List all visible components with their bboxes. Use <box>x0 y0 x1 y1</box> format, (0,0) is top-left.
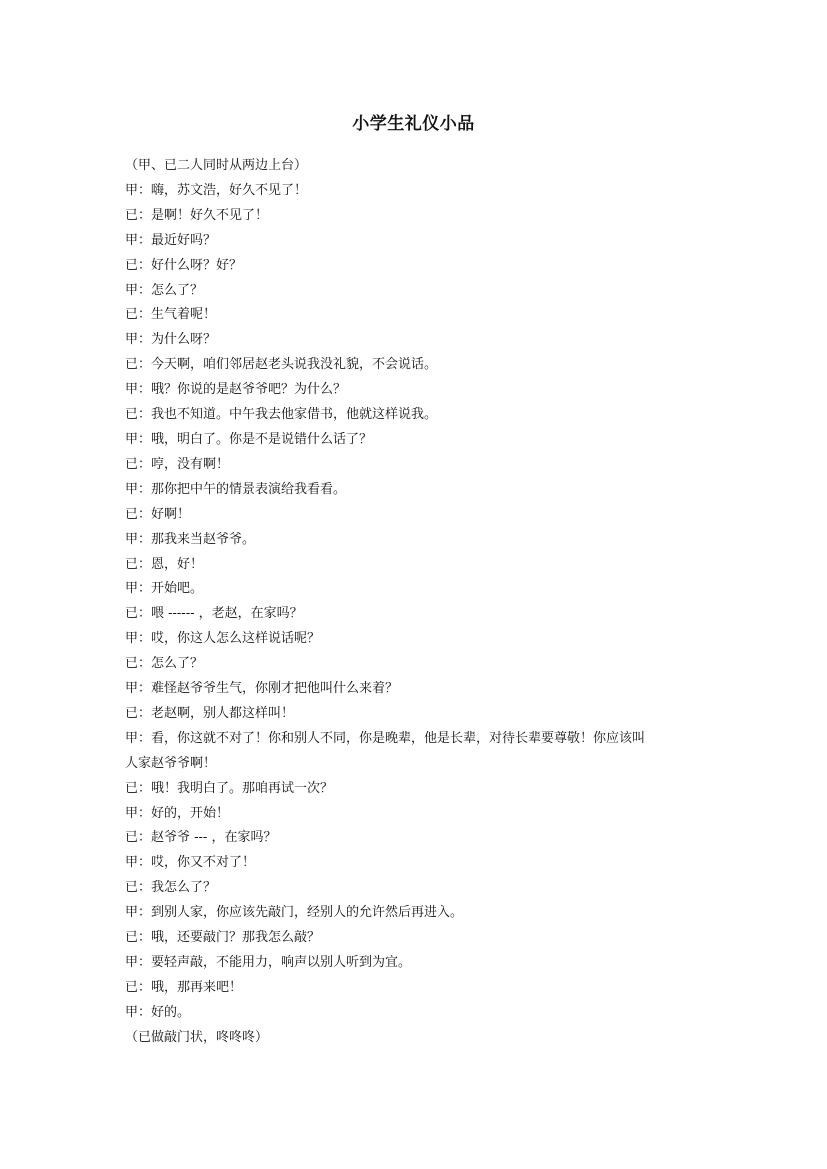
stage-direction: （已做敲门状，咚咚咚） <box>125 1029 269 1045</box>
dialogue-line: 甲：怎么了？ <box>125 282 204 298</box>
stage-direction: （甲、已二人同时从两边上台） <box>125 158 308 173</box>
dialogue-line: 已：喂 ------ ，老赵，在家吗？ <box>125 606 303 622</box>
dialogue-line: 已：老赵啊，别人都这样叫！ <box>125 705 295 721</box>
dialogue-line: 已：我怎么了？ <box>125 880 217 896</box>
dialogue-line: 甲：那我来当赵爷爷。 <box>125 531 256 547</box>
dialogue-line: 甲：好的，开始！ <box>125 805 230 821</box>
dialogue-line: 已：我也不知道。中午我去他家借书，他就这样说我。 <box>125 407 438 423</box>
dialogue-line: 已：生气着呢！ <box>125 307 217 323</box>
dialogue-line: 已：今天啊，咱们邻居赵老头说我没礼貌，不会说话。 <box>125 357 438 373</box>
dialogue-line: 甲：哦？你说的是赵爷爷吧？为什么？ <box>125 382 347 398</box>
dialogue-line: 已：哦！我明白了。那咱再试一次？ <box>125 780 334 796</box>
dialogue-line: 甲：看，你这就不对了！你和别人不同，你是晚辈，他是长辈，对待长辈要尊敬！你应该叫 <box>125 730 646 746</box>
dialogue-line: 已：好啊！ <box>125 506 191 522</box>
dialogue-line: 甲：难怪赵爷爷生气，你刚才把他叫什么来着？ <box>125 681 399 697</box>
dialogue-line: 人家赵爷爷啊！ <box>125 755 217 771</box>
dialogue-line: 甲：哎，你又不对了！ <box>125 855 256 871</box>
dialogue-line: 甲：嗨，苏文浩，好久不见了！ <box>125 182 308 198</box>
dialogue-line: 甲：最近好吗？ <box>125 232 217 248</box>
dialogue-line: 已：恩，好！ <box>125 556 204 572</box>
dialogue-line: 甲：哦，明白了。你是不是说错什么话了？ <box>125 431 373 447</box>
dialogue-line: 已：好什么呀？好？ <box>125 257 243 273</box>
dialogue-line: 甲：好的。 <box>125 1004 191 1020</box>
dialogue-line: 已：哦，那再来吧！ <box>125 979 243 995</box>
dialogue-line: 已：赵爷爷 --- ，在家吗？ <box>125 830 277 846</box>
dialogue-line: 甲：开始吧。 <box>125 581 204 597</box>
dialogue-line: 已：哼，没有啊！ <box>125 456 230 472</box>
dialogue-line: 甲：为什么呀？ <box>125 332 217 348</box>
dialogue-line: 甲：要轻声敲，不能用力，响声以别人听到为宜。 <box>125 955 412 970</box>
page-title: 小学生礼仪小品 <box>352 114 475 134</box>
dialogue-line: 已：哦，还要敲门？那我怎么敲？ <box>125 930 321 946</box>
dialogue-line: 甲：那你把中午的情景表演给我看看。 <box>125 481 347 497</box>
dialogue-line: 已：怎么了？ <box>125 656 204 672</box>
dialogue-body <box>125 154 710 1051</box>
dialogue-line: 已：是啊！好久不见了！ <box>125 207 269 223</box>
dialogue-line: 甲：哎，你这人怎么这样说话呢？ <box>125 631 321 647</box>
dialogue-line: 甲：到别人家，你应该先敲门，经别人的允许然后再进入。 <box>125 905 464 921</box>
